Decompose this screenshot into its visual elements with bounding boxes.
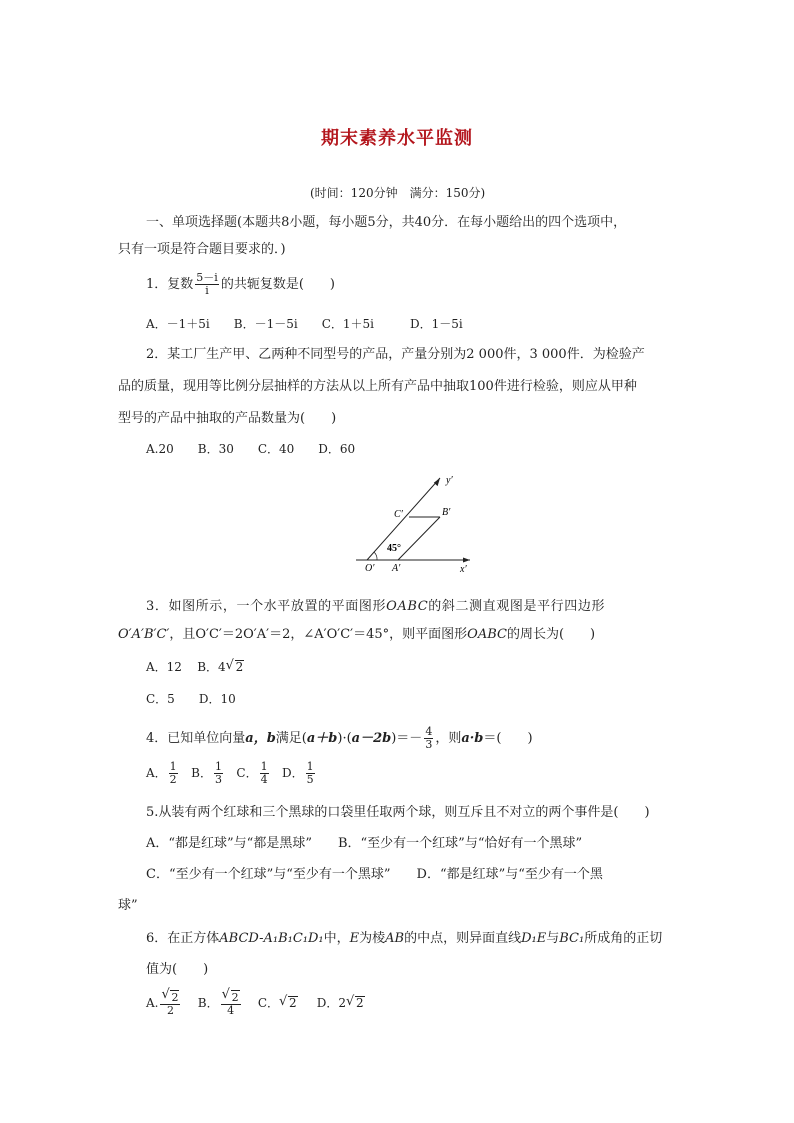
q4-option-c: C． bbox=[236, 766, 258, 780]
q5-options-ab: A．“都是红球”与“都是黑球” B．“至少有一个红球”与“恰好有一个黑球” bbox=[146, 836, 583, 851]
q3-text-4: 的周长为( ) bbox=[506, 627, 596, 642]
x-axis-label: x′ bbox=[460, 564, 467, 575]
q1-prefix: 1．复数 bbox=[146, 277, 194, 292]
q3-option-b-radicand: 2 bbox=[235, 660, 244, 674]
q4-stem bbox=[146, 726, 533, 751]
q6-text-1: 6．在正方体 bbox=[146, 931, 220, 946]
q6-text-6: 所成角的正切 bbox=[584, 931, 663, 946]
q6-option-a-frac bbox=[160, 990, 180, 1017]
q2-line1: 2．某工厂生产甲、乙两种不同型号的产品，产量分别为2 000件，3 000件．为检验产 bbox=[146, 347, 645, 362]
q4-option-b: B． bbox=[191, 766, 212, 780]
q6-b-num bbox=[221, 990, 241, 1005]
q4-frac-den: 3 bbox=[425, 738, 433, 751]
q6-option-b-frac bbox=[221, 990, 241, 1017]
q6-text-2: 中， bbox=[323, 931, 350, 946]
angle-arc bbox=[374, 552, 377, 560]
section-header-line2: 只有一项是符合题目要求的．) bbox=[118, 242, 286, 257]
q4-d-num: 1 bbox=[306, 760, 314, 773]
q6-cube-name: ABCD-A₁B₁C₁D₁ bbox=[219, 931, 324, 946]
q3-options-row2: C．5 D．10 bbox=[146, 692, 236, 706]
q4-option-a-frac bbox=[169, 761, 178, 786]
q6-a-den: 2 bbox=[166, 1004, 174, 1017]
oblique-parallelogram-figure bbox=[346, 470, 482, 576]
y-axis-label: y′ bbox=[446, 475, 453, 486]
point-a-label: A′ bbox=[392, 563, 401, 574]
q6-text-5: 与 bbox=[546, 931, 560, 946]
q2-line2: 品的质量，现用等比例分层抽样的方法从以上所有产品中抽取100件进行检验，则应从甲种 bbox=[118, 379, 637, 394]
q4-expr-2: a－2b bbox=[351, 731, 392, 746]
point-b-label: B′ bbox=[442, 507, 451, 518]
q6-b-sqrt bbox=[222, 990, 240, 1004]
q3-options-row1 bbox=[146, 659, 244, 675]
q4-text-3: )·( bbox=[337, 731, 352, 746]
q3-figure-name: OABC bbox=[386, 599, 429, 614]
q6-point-e: E bbox=[349, 931, 360, 946]
q6-a-num bbox=[160, 990, 180, 1005]
q4-b-num: 1 bbox=[214, 760, 222, 773]
q6-line2: 值为( ) bbox=[146, 962, 209, 977]
q6-line-bc1: BC₁ bbox=[559, 931, 585, 946]
q6-option-c: C． bbox=[257, 996, 280, 1010]
y-axis-arrow bbox=[434, 478, 440, 486]
q4-option-b-frac bbox=[214, 761, 223, 786]
q4-expr-1: a＋b bbox=[306, 731, 338, 746]
q6-b-den: 4 bbox=[227, 1004, 235, 1017]
q5-option-d-tail: 球” bbox=[118, 898, 138, 913]
q1-denominator: i bbox=[205, 284, 209, 297]
q3-figure-name-2: OABC bbox=[467, 627, 507, 642]
q3-option-b: B．4 bbox=[197, 660, 226, 674]
q4-text-2: 满足( bbox=[275, 731, 307, 746]
y-axis bbox=[367, 478, 440, 560]
q5-stem: 5.从装有两个红球和三个黑球的口袋里任取两个球，则互斥且不对立的两个事件是( ) bbox=[146, 805, 650, 820]
edge-ab bbox=[398, 517, 440, 560]
x-axis-arrow bbox=[463, 558, 470, 563]
q4-option-d: D． bbox=[282, 766, 304, 780]
page-title: 期末素养水平监测 bbox=[321, 128, 473, 149]
q1-numerator: 5－i bbox=[196, 271, 218, 284]
q4-c-den: 4 bbox=[260, 773, 268, 786]
q2-line3: 型号的产品中抽取的产品数量为( ) bbox=[118, 411, 337, 426]
q6-option-b: B． bbox=[197, 996, 219, 1010]
point-c-label: C′ bbox=[394, 509, 403, 520]
q6-option-d: D． bbox=[316, 996, 339, 1010]
question-1 bbox=[146, 272, 335, 297]
q4-text-1: 4．已知单位向量 bbox=[146, 731, 246, 746]
q6-option-a: A. bbox=[146, 996, 159, 1010]
q6-d-coefficient: 2 bbox=[338, 996, 347, 1010]
q6-text-4: 的中点，则异面直线 bbox=[404, 931, 522, 946]
q6-line-d1e: D₁E bbox=[521, 931, 547, 946]
q4-c-num: 1 bbox=[260, 760, 268, 773]
q3-option-a: A．12 bbox=[146, 660, 182, 674]
q4-a-den: 2 bbox=[169, 773, 177, 786]
q4-vectors: a，b bbox=[245, 731, 276, 746]
q4-dot-product: a·b bbox=[461, 731, 484, 746]
angle-label: 45° bbox=[387, 543, 401, 554]
q3-line2 bbox=[118, 626, 595, 644]
q4-a-num: 1 bbox=[169, 760, 177, 773]
q3-text-2: 的斜二测直观图是平行四边形 bbox=[428, 599, 606, 614]
q1-suffix: 的共轭复数是( ) bbox=[220, 277, 335, 292]
q4-text-6: ＝( ) bbox=[483, 731, 533, 746]
q2-options: A.20 B．30 C．40 D．60 bbox=[146, 442, 356, 456]
q5-options-cd: C．“至少有一个红球”与“至少有一个黑球” D．“都是红球”与“至少有一个黑 bbox=[146, 867, 603, 882]
q6-options bbox=[146, 990, 365, 1017]
section-header-line1: 一、单项选择题(本题共8小题，每小题5分，共40分．在每小题给出的四个选项中， bbox=[146, 215, 627, 230]
q3-parallelogram-name: O′A′B′C′ bbox=[118, 627, 170, 642]
q6-a-radicand: 2 bbox=[171, 991, 179, 1004]
q1-options: A．－1＋5i B．－1－5i C．1＋5i D．1－5i bbox=[146, 317, 463, 331]
q6-c-radicand: 2 bbox=[289, 996, 297, 1010]
q3-text-1: 3．如图所示，一个水平放置的平面图形 bbox=[146, 599, 387, 614]
q6-c-sqrt bbox=[279, 995, 298, 1011]
q6-b-radicand: 2 bbox=[231, 991, 239, 1004]
q4-options bbox=[146, 761, 317, 786]
q4-b-den: 3 bbox=[214, 773, 222, 786]
q1-fraction bbox=[195, 272, 219, 297]
q6-d-radicand: 2 bbox=[356, 996, 364, 1010]
q4-option-c-frac bbox=[260, 761, 269, 786]
q4-option-d-frac bbox=[306, 761, 315, 786]
q3-text-3: ，且O′C′＝2O′A′＝2，∠A′O′C′＝45°，则平面图形 bbox=[169, 627, 468, 642]
q3-option-b-sqrt bbox=[226, 659, 245, 675]
q4-fraction bbox=[424, 726, 433, 751]
q6-line1 bbox=[146, 930, 662, 948]
q4-option-a: A． bbox=[146, 766, 167, 780]
q3-line1 bbox=[146, 598, 605, 616]
q4-frac-num: 4 bbox=[425, 725, 433, 738]
q6-text-3: 为棱 bbox=[359, 931, 386, 946]
point-o-label: O′ bbox=[365, 563, 375, 574]
exam-meta: (时间：120分钟 满分：150分) bbox=[310, 186, 486, 200]
q4-text-5: ，则 bbox=[435, 731, 462, 746]
q6-d-sqrt bbox=[346, 995, 365, 1011]
q6-edge-ab: AB bbox=[385, 931, 405, 946]
q6-a-sqrt bbox=[161, 990, 179, 1004]
q4-d-den: 5 bbox=[306, 773, 314, 786]
q4-text-4: )＝－ bbox=[391, 731, 423, 746]
